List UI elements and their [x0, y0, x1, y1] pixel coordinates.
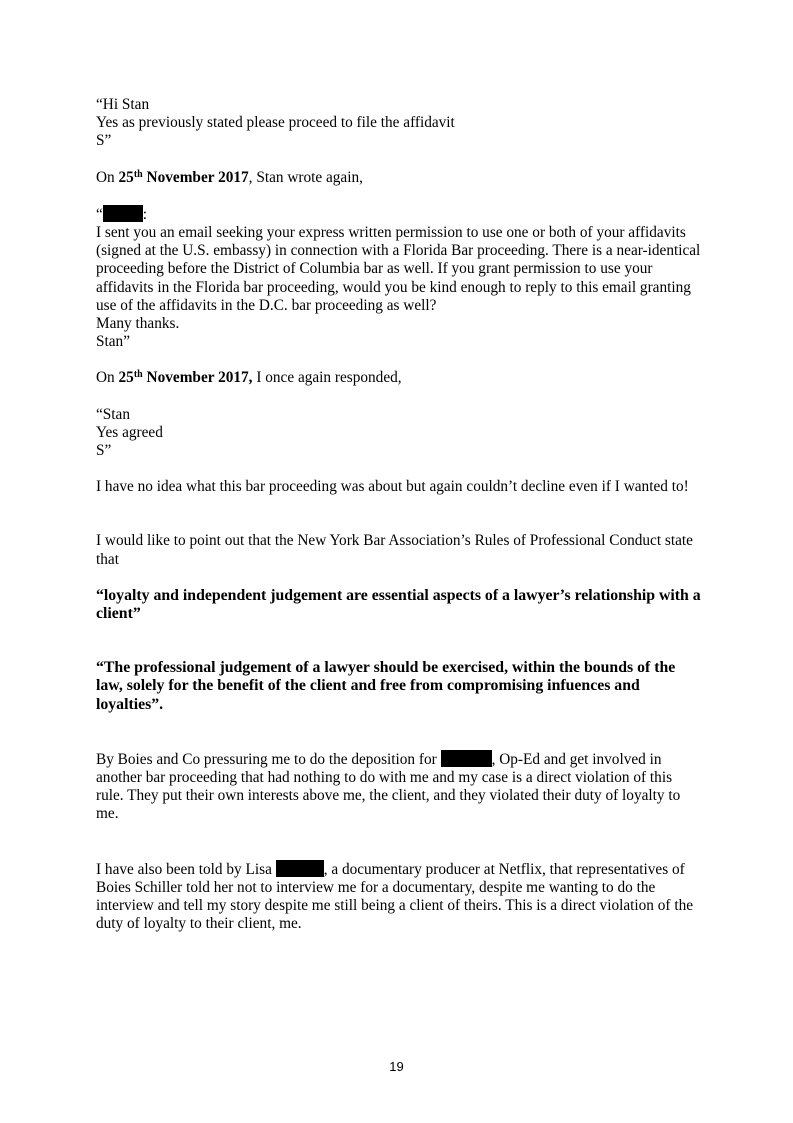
- email-body: I sent you an email seeking your express written permission to use one or both of your affidavits (signed at the U.S. embassy) in connection with a Florida Bar proceeding. There is a near-identical proceeding before the District of Columbia bar as well. If you grant permission to use your affidavits in the Florida bar proceeding, would you be kind enough to reply to this email granting use of the affidavits in the D.C. bar proceeding as well?: [96, 224, 701, 314]
- email-salutation: “ :: [96, 205, 148, 223]
- paragraph-rules: I would like to point out that the New York Bar Association’s Rules of Professional Conduct state that: [96, 532, 693, 568]
- email-quote-block: [96, 205, 701, 352]
- date-text: 25th November 2017,: [118, 369, 253, 387]
- reply-line: Yes agreed: [96, 423, 163, 441]
- reply-block-2: [96, 406, 701, 461]
- rule-quote-loyalty: “loyalty and independent judgement are essential aspects of a lawyer’s relationship with a client”: [96, 586, 701, 623]
- redaction-box: [441, 750, 492, 767]
- paragraph-no-idea: I have no idea what this bar proceeding was about but again couldn’t decline even if I wanted to!: [96, 478, 689, 496]
- reply-block-1: [96, 96, 701, 151]
- paragraph-boies: By Boies and Co pressuring me to do the deposition for , Op-Ed and get involved in another bar proceeding that had nothing to do with me and my case is a direct violation of this rule. They put their own interests above me, the client, and they violated their duty of loyalty to me.: [96, 750, 681, 823]
- rule-quote-judgement: “The professional judgement of a lawyer should be exercised, within the bounds of the law, solely for the benefit of the client and free from compromising infuences and loyalties”.: [96, 659, 676, 713]
- reply-line: “Hi Stan: [96, 96, 150, 113]
- intro-paragraph-stan-wrote: On 25th November 2017, Stan wrote again,: [96, 168, 363, 186]
- intro-paragraph-responded: On 25th November 2017, I once again responded,: [96, 369, 402, 387]
- date-text: 25th November 2017: [118, 168, 249, 186]
- paragraph-lisa: I have also been told by Lisa , a documentary producer at Netflix, that representatives of Boies Schiller told her not to interview me for a documentary, despite me wanting to do the interview and tell my story despite me still being a client of theirs. This is a direct violation of the duty of loyalty to their client, me.: [96, 860, 694, 933]
- email-signoff: Stan”: [96, 333, 130, 351]
- redaction-box: [276, 860, 324, 877]
- document-page: [96, 96, 701, 934]
- reply-line: “Stan: [96, 405, 130, 423]
- redaction-box: [103, 205, 143, 222]
- reply-line: S”: [96, 442, 112, 460]
- page-number: 19: [389, 1059, 404, 1074]
- email-thanks: Many thanks.: [96, 315, 180, 333]
- reply-line: Yes as previously stated please proceed to file the affidavit: [96, 114, 455, 132]
- reply-line: S”: [96, 132, 112, 150]
